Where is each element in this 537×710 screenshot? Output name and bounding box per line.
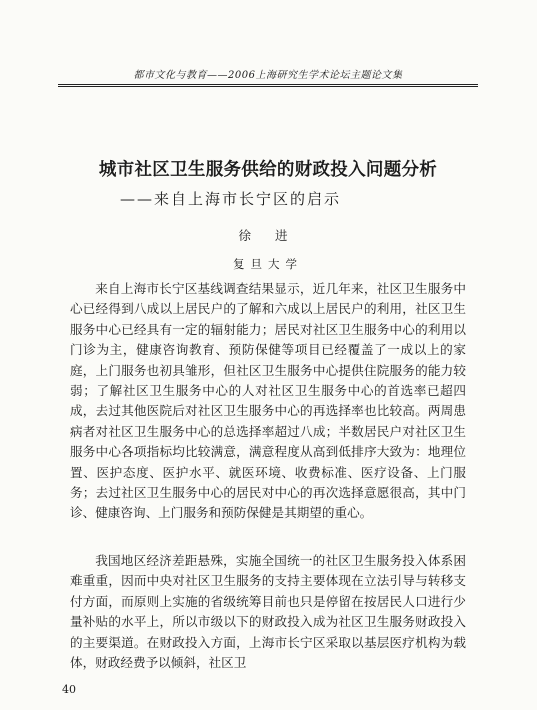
body-paragraph: 来自上海市长宁区基线调查结果显示，近几年来，社区卫生服务中心已经得到八成以上居民户的了解和六成以上居民户的利用，社区卫生服务中心已经具有一定的辐射能力；居民对社区卫生服务中心的利用以门诊为主，健康咨询教育、预防保健等项目已经覆盖了一成以上的家庭，上门服务也初具雏形，但社区卫生服务中心提供住院服务的能力较弱；了解社区卫生服务中心的人对社区卫生服务中心的首选率已超四成，去过其他医院后对社区卫生服务中心的再选择率也比较高。两周患病者对社区卫生服务中心的总选择率超过八成；半数居民户对社区卫生服务中心各项指标均比较满意，满意程度从高到低排序大致为：地理位置、医护态度、医护水平、就医环境、收费标准、医疗设备、上门服务；去过社区卫生服务中心的居民对中心的再次选择意愿很高，其中门诊、健康咨询、上门服务和预防保健是其期望的重心。 [70,281,466,521]
running-header: 都市文化与教育——2006上海研究生学术论坛主题论文集 [133,70,403,81]
article-subtitle: ——来自上海市长宁区的启示 [120,190,342,208]
header-rule [58,84,478,87]
author-name: 徐 进 [238,228,298,243]
body-paragraph: 我国地区经济差距悬殊，实施全国统一的社区卫生服务投入体系困难重重，因而中央对社区卫生服务的支持主要体现在立法引导与转移支付方面，而原则上实施的省级统筹目前也只是停留在按居民人口进行少量补贴的水平上，所以市级以下的财政投入成为社区卫生服务财政投入的主要渠道。在财政投入方面，上海市长宁区采取以基层医疗机构为载体，财政经费予以倾斜，社区卫 [70,553,466,671]
page-number: 40 [62,683,76,696]
article-title: 城市社区卫生服务供给的财政投入问题分析 [98,160,438,180]
author-affiliation: 复旦大学 [233,257,303,271]
